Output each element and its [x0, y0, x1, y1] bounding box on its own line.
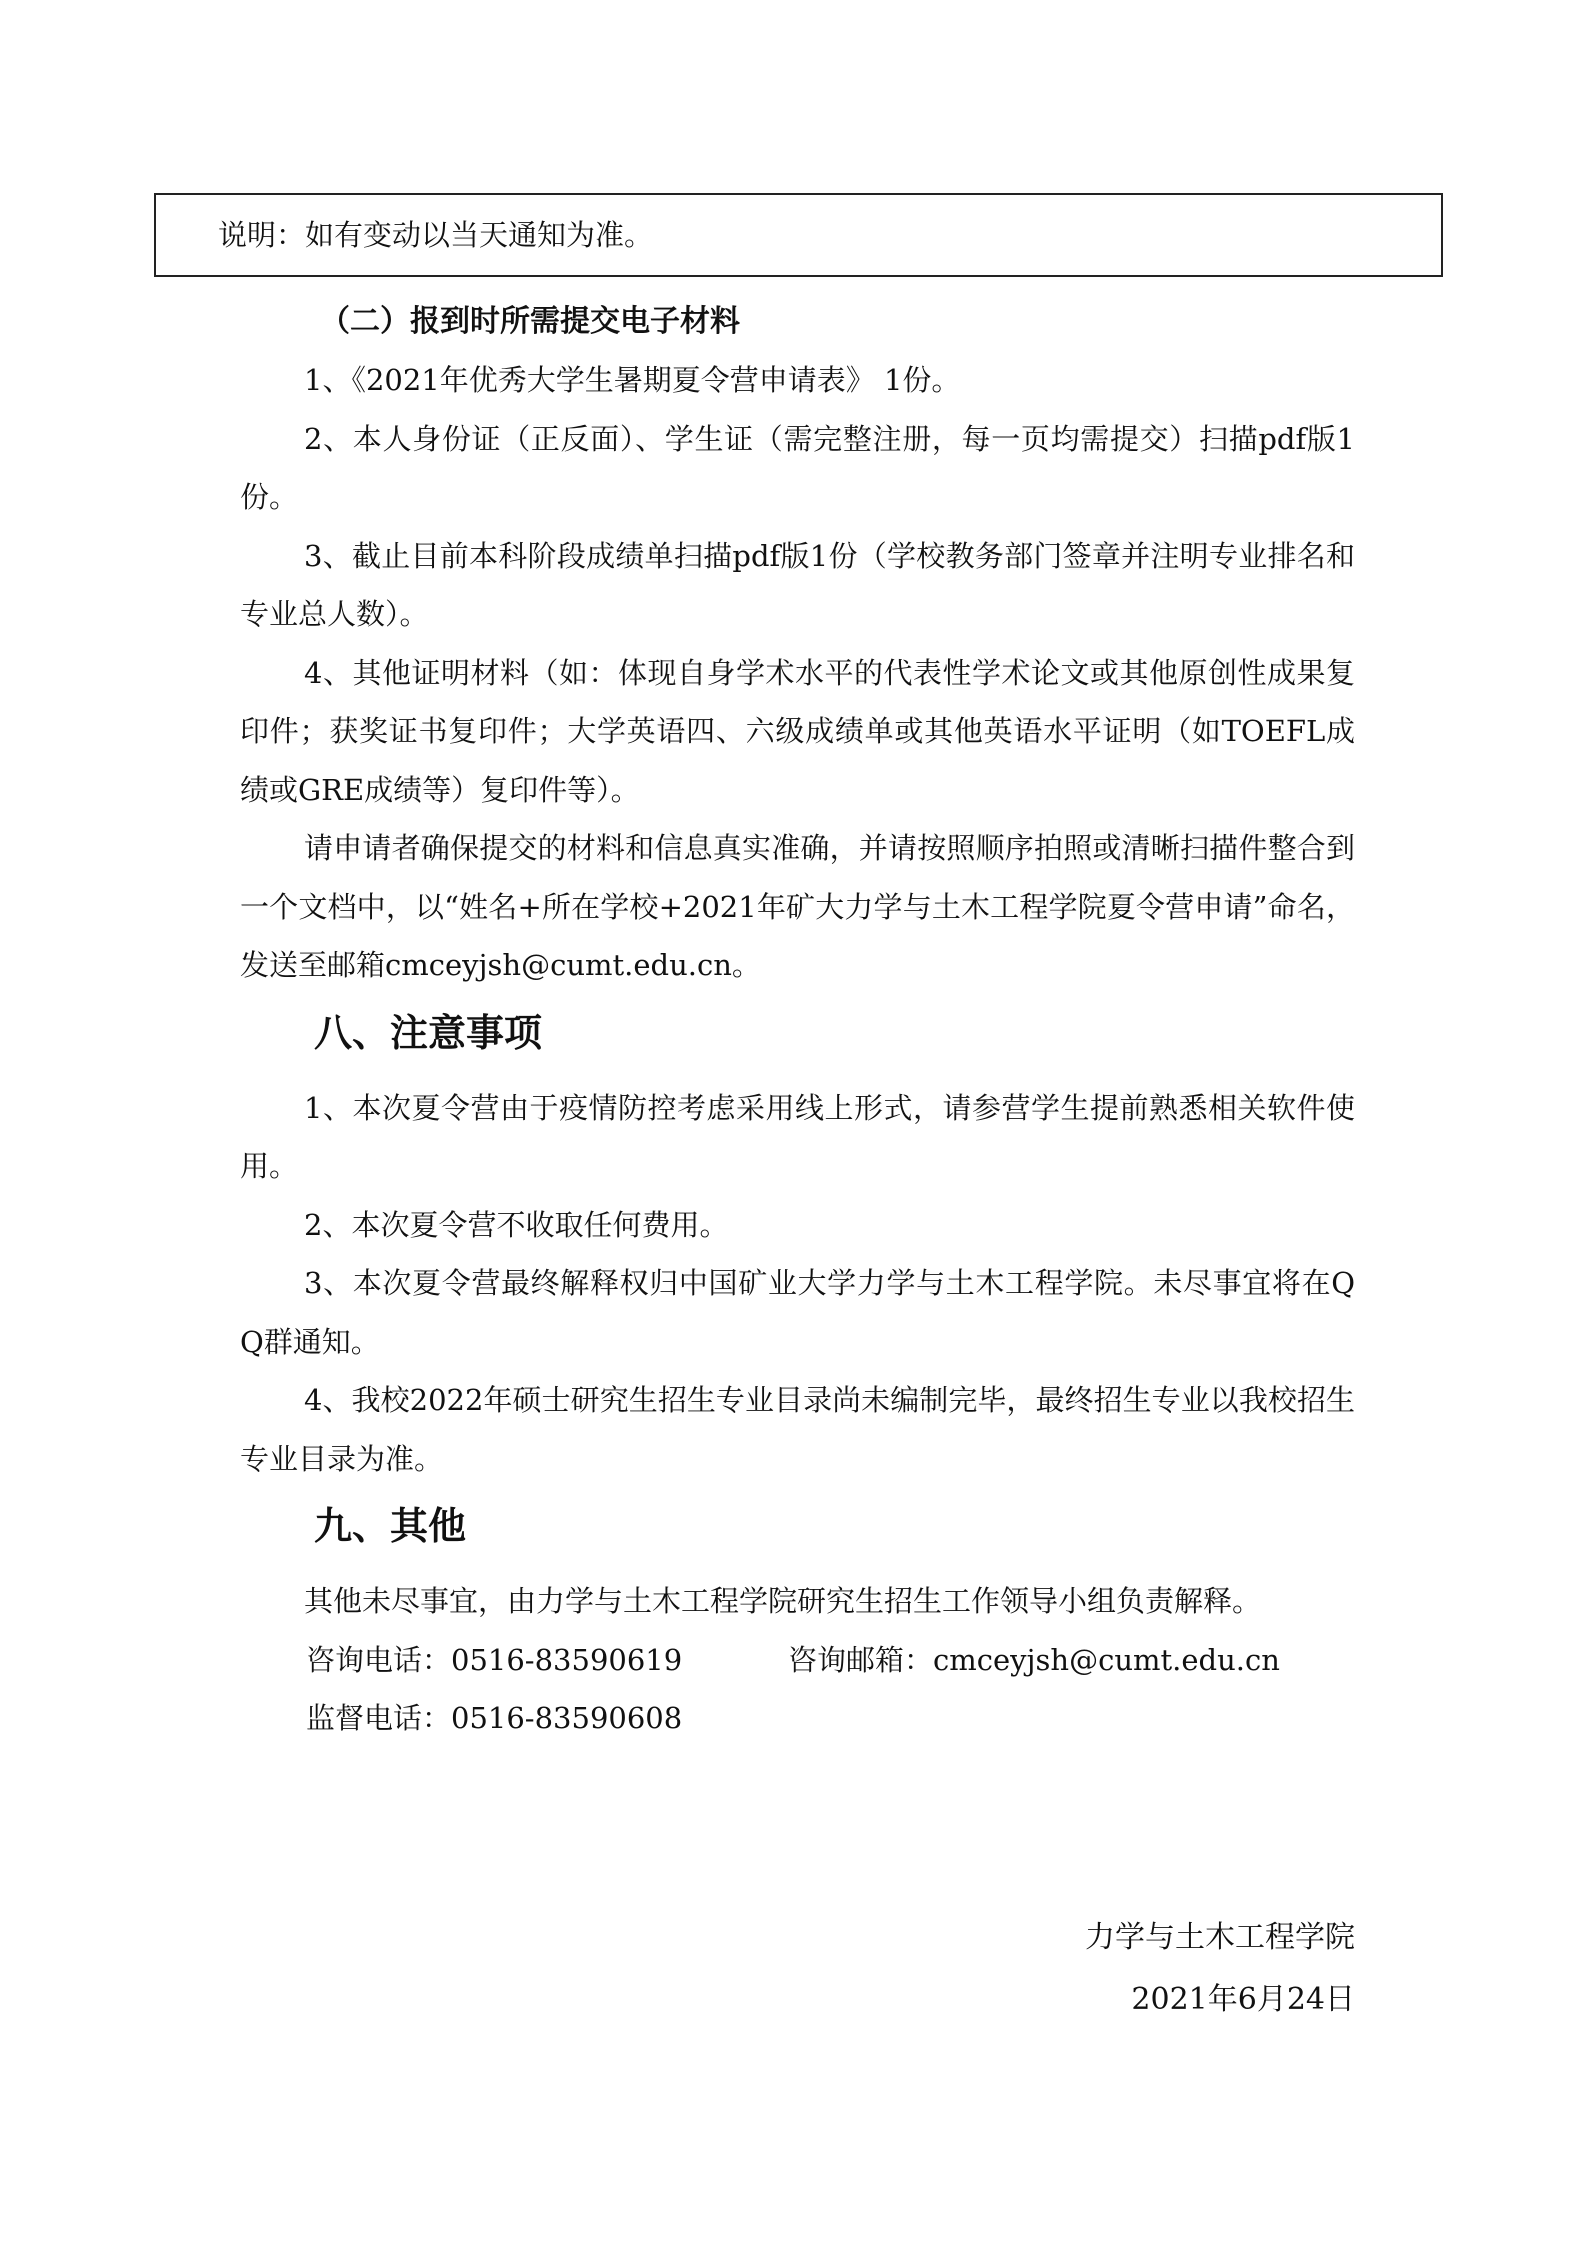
- section-8-item-2: 2、本次夏令营不收取任何费用。: [304, 1207, 729, 1242]
- note-text: 说明：如有变动以当天通知为准。: [218, 218, 654, 252]
- consult-phone: 咨询电话：0516-83590619: [306, 1642, 683, 1677]
- materials-item-3: 3、截止目前本科阶段成绩单扫描pdf版1份（学校教务部门签章并注明专业排名和专业总人数）。: [240, 538, 1355, 631]
- section-8-item-3: 3、本次夏令营最终解释权归中国矿业大学力学与土木工程学院。未尽事宜将在QQ群通知。: [240, 1266, 1355, 1359]
- signature-org: 力学与土木工程学院: [1085, 1920, 1355, 1955]
- section-8-item-1: 1、本次夏令营由于疫情防控考虑采用线上形式，请参营学生提前熟悉相关软件使用。: [240, 1090, 1355, 1183]
- section-8-item-4: 4、我校2022年硕士研究生招生专业目录尚未编制完毕，最终招生专业以我校招生专业目录为准。: [240, 1383, 1355, 1476]
- section-9-text: 其他未尽事宜，由力学与土木工程学院研究生招生工作领导小组负责解释。: [304, 1584, 1262, 1618]
- supervise-phone: 监督电话：0516-83590608: [306, 1700, 683, 1735]
- note-box: [154, 193, 1443, 277]
- materials-item-1: 1、《2021年优秀大学生暑期夏令营申请表》 1份。: [304, 363, 961, 397]
- section-9-title: 九、其他: [314, 1504, 467, 1548]
- section-8-title: 八、注意事项: [314, 1010, 543, 1055]
- materials-instructions: 请申请者确保提交的材料和信息真实准确，并请按照顺序拍照或清晰扫描件整合到一个文档中，以“姓名+所在学校+2021年矿大力学与土木工程学院夏令营申请”命名，发送至邮箱cmceyjsh@cumt.edu.cn。: [240, 831, 1355, 982]
- signature-date: 2021年6月24日: [1131, 1982, 1355, 2017]
- materials-item-4: 4、其他证明材料（如：体现自身学术水平的代表性学术论文或其他原创性成果复印件；获奖证书复印件；大学英语四、六级成绩单或其他英语水平证明（如TOEFL成绩或GRE成绩等）复印件等）。: [240, 655, 1355, 807]
- materials-title: （二）报到时所需提交电子材料: [320, 304, 740, 339]
- document-body: [240, 293, 1355, 1747]
- contact-row: [240, 1631, 1355, 1689]
- materials-item-2: 2、本人身份证（正反面）、学生证（需完整注册，每一页均需提交）扫描pdf版1份。: [240, 421, 1355, 514]
- consult-email: 咨询邮箱：cmceyjsh@cumt.edu.cn: [788, 1642, 1280, 1677]
- signature-block: [1085, 1907, 1355, 2031]
